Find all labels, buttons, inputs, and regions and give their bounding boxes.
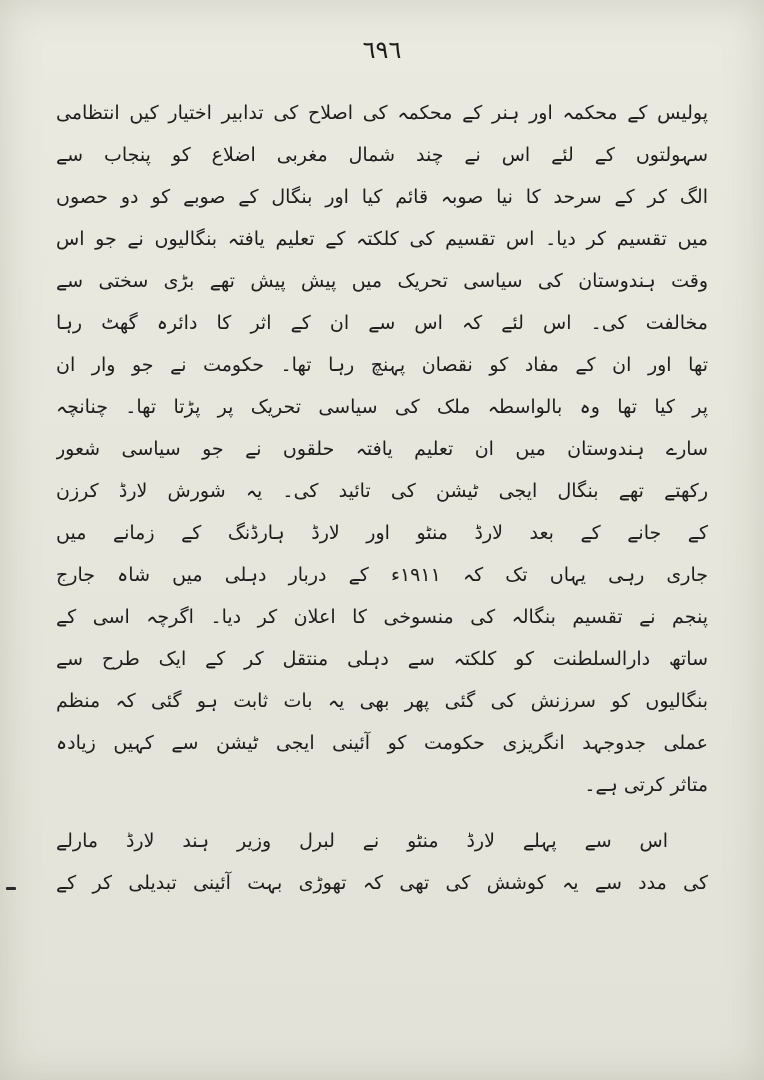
page-text <box>56 92 708 904</box>
text-line: کی مدد سے یہ کوشش کی تھی کہ تھوڑی بہت آئینی تبدیلی کر کے <box>56 872 708 894</box>
paragraph-gap <box>56 806 708 820</box>
text-line: الگ کر کے سرحد کا نیا صوبہ قائم کیا اور بنگال کے صوبے کو دو حصوں <box>56 186 708 208</box>
margin-mark <box>6 887 16 890</box>
text-line: رکھتے تھے بنگال ایجی ٹیشن کی تائید کی۔ یہ شورش لارڈ کرزن <box>56 480 708 502</box>
text-line: مخالفت کی۔ اس لئے کہ اس سے ان کے اثر کا دائرہ گھٹ رہا <box>56 312 708 334</box>
text-line: جاری رہی یہاں تک کہ ۱۹۱۱ء کے دربار دہلی میں شاہ جارج <box>56 564 708 586</box>
text-line: ساتھ دارالسلطنت کو کلکتہ سے دہلی منتقل کر کے ایک طرح سے <box>56 648 708 670</box>
text-line: پولیس کے محکمہ اور ہنر کے محکمہ کی اصلاح کی تدابیر اختیار کیں انتظامی <box>56 102 708 124</box>
text-line: عملی جدوجہد انگریزی حکومت کو آئینی ایجی ٹیشن سے کہیں زیادہ <box>56 732 708 754</box>
text-line: سارے ہندوستان میں ان تعلیم یافتہ حلقوں نے جو سیاسی شعور <box>56 438 708 460</box>
text-line: وقت ہندوستان کی سیاسی تحریک میں پیش پیش تھے بڑی سختی سے <box>56 270 708 292</box>
text-line: کے جانے کے بعد لارڈ منٹو اور لارڈ ہارڈنگ کے زمانے میں <box>56 522 708 544</box>
text-line: تھا اور ان کے مفاد کو نقصان پہنچ رہا تھا۔ حکومت نے جو وار ان <box>56 354 708 376</box>
text-line: میں تقسیم کر دیا۔ اس تقسیم کی کلکتہ کے تعلیم یافتہ بنگالیوں نے جو اس <box>56 228 708 250</box>
text-line: پر کیا تھا وہ بالواسطہ ملک کی سیاسی تحریک پر پڑتا تھا۔ چنانچہ <box>56 396 708 418</box>
page-number: ٦٩٦ <box>362 36 402 64</box>
text-line-last: متاثر کرتی ہے۔ <box>584 774 708 796</box>
text-line: بنگالیوں کو سرزنش کی گئی پھر بھی یہ بات ثابت ہو گئی کہ منظم <box>56 690 708 712</box>
text-line: سہولتوں کے لئے اس نے چند شمال مغربی اضلاع کو پنجاب سے <box>56 144 708 166</box>
text-line-indented: اس سے پہلے لارڈ منٹو نے لبرل وزیر ہند لارڈ مارلے <box>56 830 668 852</box>
text-line: پنجم نے تقسیم بنگالہ کی منسوخی کا اعلان کر دیا۔ اگرچہ اسی کے <box>56 606 708 628</box>
